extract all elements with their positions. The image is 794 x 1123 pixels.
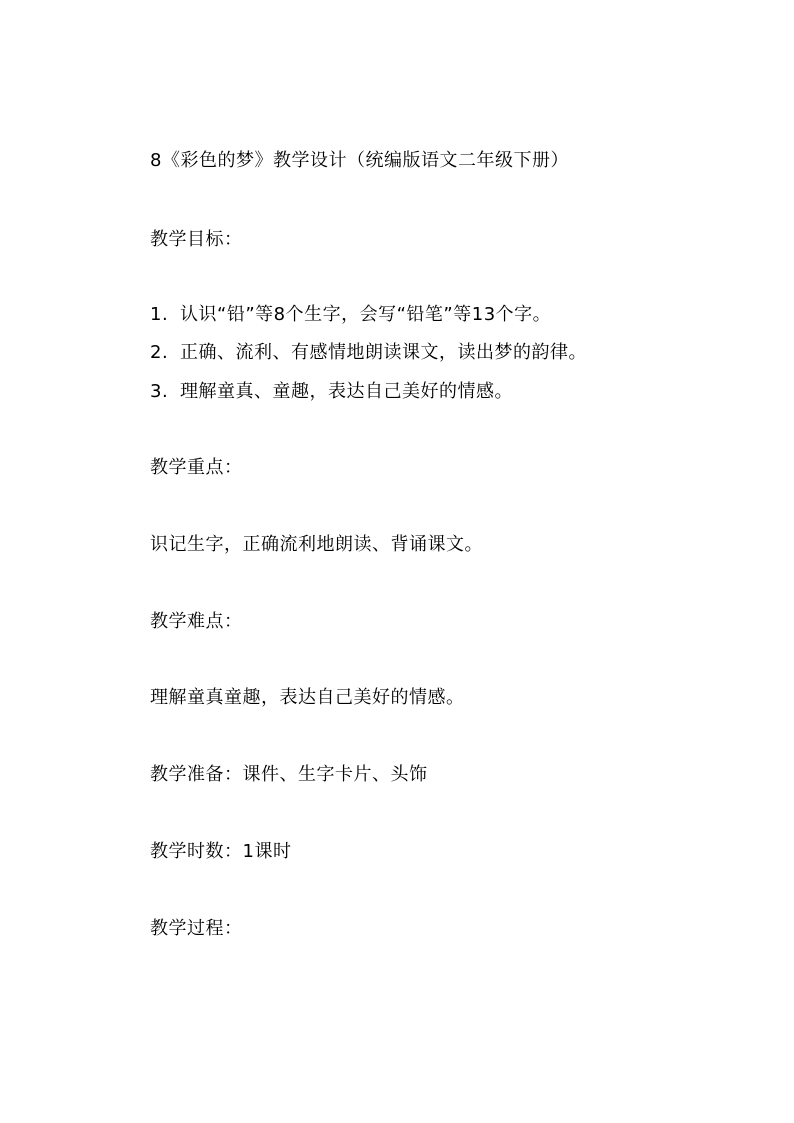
objective-text: 理解童真、童趣，表达自己美好的情感。 xyxy=(180,381,513,402)
key-points-text: 识记生字，正确流利地朗读、背诵课文。 xyxy=(150,534,483,555)
objective-item xyxy=(150,303,551,327)
key-points-heading: 教学重点： xyxy=(150,457,243,478)
difficulties-heading: 教学难点： xyxy=(150,611,243,632)
objective-number: 3. xyxy=(150,381,169,402)
objectives-heading: 教学目标： xyxy=(150,229,243,250)
difficulties-text: 理解童真童趣，表达自己美好的情感。 xyxy=(150,687,465,708)
duration-line: 教学时数：1课时 xyxy=(150,841,292,862)
objective-number: 1. xyxy=(150,304,169,325)
objective-number: 2. xyxy=(150,342,169,363)
document-title: 8《彩色的梦》教学设计（统编版语文二年级下册） xyxy=(150,150,569,171)
objective-text: 正确、流利、有感情地朗读课文，读出梦的韵律。 xyxy=(180,342,587,363)
objective-item xyxy=(150,380,513,404)
objective-text: 认识“铅”等8个生字，会写“铅笔”等13个字。 xyxy=(180,304,552,325)
objective-item xyxy=(150,341,587,365)
preparation-line: 教学准备：课件、生字卡片、头饰 xyxy=(150,764,428,785)
process-heading: 教学过程： xyxy=(150,918,243,939)
